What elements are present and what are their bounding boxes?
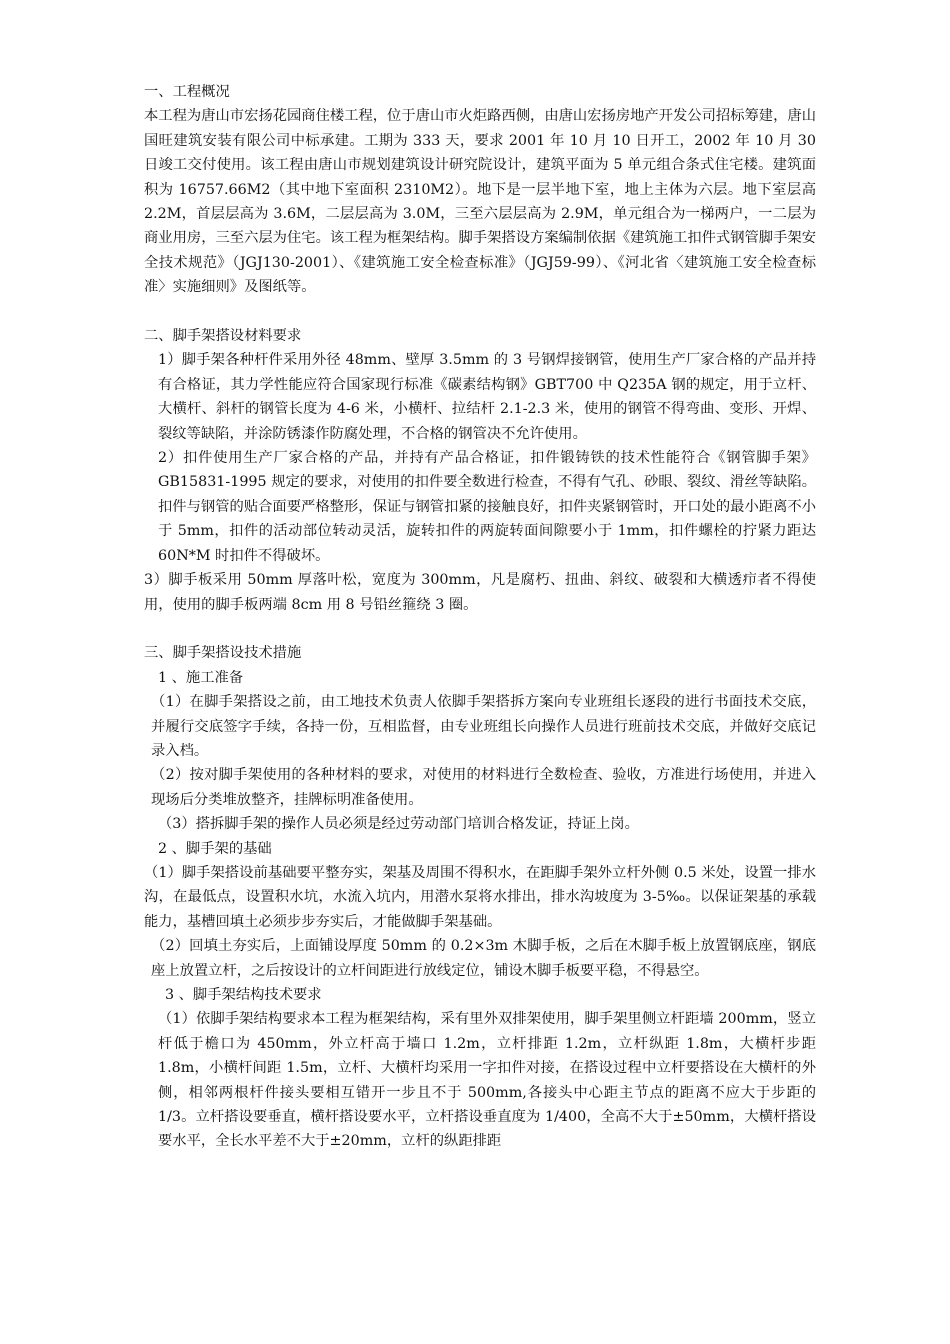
materials-item-2: 2）扣件使用生产厂家合格的产品，并持有产品合格证，扣件锻铸铁的技术性能符合《钢管脚手架》GB15831-1995 规定的要求，对使用的扣件要全数进行检查，不得有气孔、砂眼、裂纹、滑丝等缺陷。扣件与钢管的贴合面要严格整形，保证与钢管扣紧的接触良好，扣件夹紧钢管时，开口处的最小距离不小于 5mm，扣件的活动部位转动灵活，旋转扣件的两旋转面间隙要小于 1mm，扣件螺栓的拧紧力距达 60N*M 时扣件不得破坏。 [158, 450, 816, 564]
spacer [144, 300, 816, 324]
preparation-item-1: （1）在脚手架搭设之前，由工地技术负责人依脚手架搭拆方案向专业班组长逐段的进行书面技术交底，并履行交底签字手续，各持一份，互相监督，由专业班组长向操作人员进行班前技术交底，并做好交底记录入档。 [151, 694, 816, 759]
materials-item-3: 3）脚手板采用 50mm 厚落叶松，宽度为 300mm，凡是腐朽、扭曲、斜纹、破裂和大横透疖者不得使用，使用的脚手板两端 8cm 用 8 号铅丝箍绕 3 圈。 [144, 572, 816, 613]
section-heading-technical: 三、脚手架搭设技术措施 [144, 645, 302, 662]
subheading-foundation: 2 、脚手架的基础 [158, 840, 272, 857]
subheading-preparation: 1 、施工准备 [158, 669, 244, 686]
section-heading-materials: 二、脚手架搭设材料要求 [144, 328, 302, 345]
overview-paragraph: 本工程为唐山市宏扬花园商住楼工程，位于唐山市火炬路西侧，由唐山宏扬房地产开发公司招标筹建，唐山国旺建筑安装有限公司中标承建。工期为 333 天，要求 2001 年 10 月 10 日开工，2002 年 10 月 30 日竣工交付使用。该工程由唐山市规划建筑设计研究院设计，建筑平面为 5 单元组合条式住宅楼。建筑面积为 16757.66M2（其中地下室面积 2310M2）。地下是一层半地下室，地上主体为六层。地下室层高 2.2M，首层层高为 3.6M，二层层高为 3.0M，三至六层层高为 2.9M，单元组合为一梯两户，一二层为商业用房，三至六层为住宅。该工程为框架结构。脚手架搭设方案编制依据《建筑施工扣件式钢管脚手架安全技术规范》（JGJ130-2001）、《建筑施工安全检查标准》（JGJ59-99）、《河北省〈建筑施工安全检查标准〉实施细则》及图纸等。 [144, 108, 816, 296]
foundation-item-2: （2）回填土夯实后，上面铺设厚度 50mm 的 0.2×3m 木脚手板，之后在木脚手板上放置钢底座，钢底座上放置立杆，之后按设计的立杆间距进行放线定位，铺设木脚手板要平稳，不得悬空。 [151, 938, 816, 979]
subheading-structure: 3 、脚手架结构技术要求 [165, 987, 322, 1003]
spacer [144, 617, 816, 641]
materials-item-1: 1）脚手架各种杆件采用外径 48mm、壁厚 3.5mm 的 3 号钢焊接钢管，使用生产厂家合格的产品并持有合格证，其力学性能应符合国家现行标准《碳素结构钢》GBT700 中 Q235A 钢的规定，用于立杆、大横杆、斜杆的钢管长度为 4-6 米，小横杆、拉结杆 2.1-2.3 米，使用的钢管不得弯曲、变形、开焊、裂纹等缺陷，并涂防锈漆作防腐处理，不合格的钢管决不允许使用。 [158, 352, 816, 442]
section-heading-overview: 一、工程概况 [144, 84, 230, 100]
foundation-item-1: （1）脚手架搭设前基础要平整夯实，架基及周围不得积水，在距脚手架外立杆外侧 0.5 米处，设置一排水沟，在最低点，设置积水坑，水流入坑内，用潜水泵将水排出，排水沟坡度为 3-5‰。以保证架基的承载能力，基槽回填土必须步步夯实后，才能做脚手架基础。 [144, 864, 816, 930]
document-page [144, 80, 816, 1154]
preparation-item-3: （3）搭拆脚手架的操作人员必须是经过劳动部门培训合格发证，持证上岗。 [158, 816, 639, 833]
preparation-item-2: （2）按对脚手架使用的各种材料的要求，对使用的材料进行全数检查、验收，方准进行场使用，并进入现场后分类堆放整齐，挂牌标明准备使用。 [151, 767, 816, 808]
structure-item-1: （1）依脚手架结构要求本工程为框架结构，采有里外双排架使用，脚手架里侧立杆距墙 200mm，竖立杆低于檐口为 450mm，外立杆高于墙口 1.2m，立杆排距 1.2m，立杆纵距 1.8m，大横杆步距 1.8m，小横杆间距 1.5m，立杆、大横杆均采用一字扣件对接，在搭设过程中立杆要搭设在大横杆的外侧，相邻两根杆件接头要相互错开一步且不于 500mm,各接头中心距主节点的距离不应大于步距的 1/3。立杆搭设要垂直，横杆搭设要水平，立杆搭设垂直度为 1/400，全高不大于±50mm，大横杆搭设要水平，全长水平差不大于±20mm，立杆的纵距排距 [158, 1011, 816, 1150]
